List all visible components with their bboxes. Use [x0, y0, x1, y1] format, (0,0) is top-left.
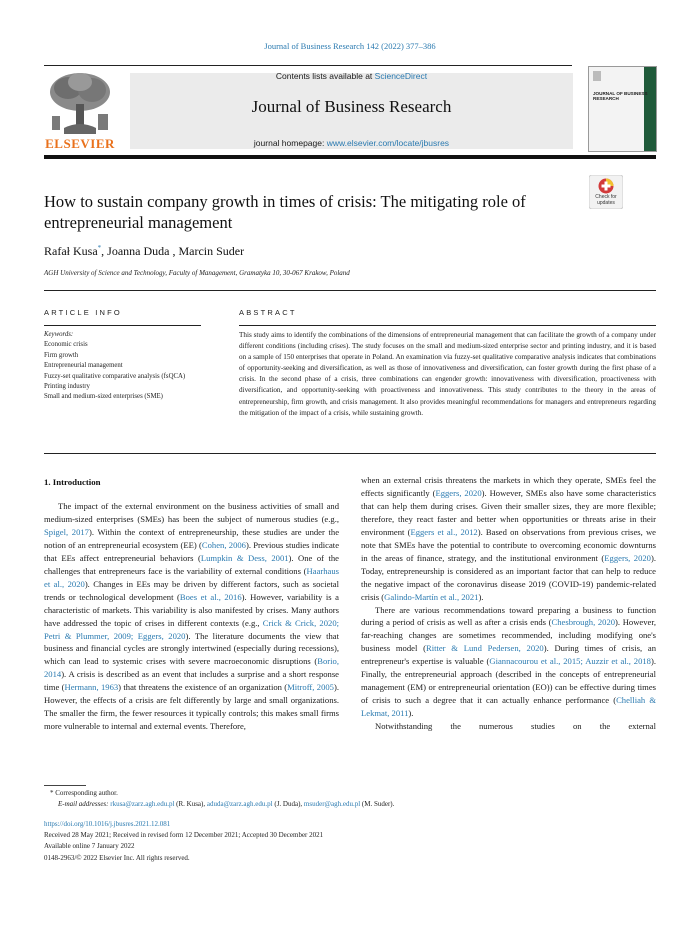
citation-link[interactable]: Lumpkin & Dess, 2001	[200, 552, 289, 563]
keyword: Entrepreneurial management	[44, 362, 123, 370]
paragraph-text: ).	[478, 591, 484, 602]
keyword: Firm growth	[44, 351, 79, 359]
corresponding-author-mark[interactable]: *	[97, 244, 102, 252]
journal-homepage-link[interactable]: www.elsevier.com/locate/jbusres	[326, 138, 450, 148]
sciencedirect-link[interactable]: ScienceDirect	[374, 71, 428, 81]
received-dates: Received 28 May 2021; Received in revised form 12 December 2021; Accepted 30 December 2021	[44, 831, 324, 840]
citation-link[interactable]: Spigel, 2017	[44, 526, 89, 537]
keywords-label: Keywords:	[44, 331, 74, 338]
article-info-rule	[44, 325, 201, 326]
abstract-rule	[239, 325, 656, 326]
paragraph	[361, 720, 656, 733]
contents-line	[130, 71, 573, 81]
paragraph-text: ). However, variability is a characteristic of markets. This variability is also manifested by crises. Many authors have addressed the topic of crises in different contexts (e.g.,	[44, 591, 339, 628]
keyword: Economic crisis	[44, 341, 88, 349]
elsevier-wordmark: ELSEVIER	[45, 136, 115, 151]
copyright: 0148-2963/© 2022 Elsevier Inc. All rights reserved.	[44, 853, 190, 862]
citation-link[interactable]: Eggers et al., 2012	[410, 526, 478, 537]
abstract-text: This study aims to identify the combinations of the dimensions of entrepreneurial management that can facilitate the growth of a company under different conditions (including crises). The study focuses on the small and medium-sized enterprise sector and printing industry, and it is based on a sample of 150 enterprises that operate in Poland. An examination via fuzzy-set qualitative comparative analysis indicates that combinations of opportunity-seeking and diversification, as well as those of innovativeness and diversification, can foster growth during the first phase of a crisis. In the second phase of a crisis, three combinations can engender growth: innovativeness with diversification, proactiveness with diversification, and opportunity-seeking with proactiveness and innovativeness. This study contributes to the theory in the areas of entrepreneurship, firm growth, and crisis management. It also provides meaningful recommendations for managers and entrepreneurs regarding the mitigation of the impact of a crisis, while sustaining growth.	[239, 331, 656, 417]
author-list	[44, 244, 244, 259]
footnote-rule	[44, 785, 86, 786]
other-authors: , Joanna Duda , Marcin Suder	[101, 244, 245, 258]
homepage-line	[130, 138, 573, 148]
citation-link[interactable]: Mitroff, 2005	[287, 682, 334, 693]
paragraph	[361, 604, 656, 721]
contents-prefix: Contents lists available at	[275, 71, 375, 81]
section-heading-introduction: 1. Introduction	[44, 477, 101, 487]
cover-emblem	[593, 71, 601, 81]
keyword: Fuzzy-set qualitative comparative analysis (fsQCA)	[44, 372, 186, 380]
body-column-left	[44, 500, 339, 733]
paragraph-text: ). Changes in EEs may be driven by different factors, such as societal trends or technological development (	[44, 578, 339, 602]
citation-link[interactable]: Ritter & Lund Pedersen, 2020	[425, 643, 544, 654]
citation-link[interactable]: Eggers, 2020	[604, 552, 651, 563]
citation-link[interactable]: Haarhaus et al., 2020	[44, 565, 339, 589]
abstract-bottom-rule	[44, 453, 656, 454]
paragraph-text: ) that threatens the existence of an organization (	[118, 682, 288, 693]
keyword: Printing industry	[44, 383, 90, 391]
paragraph-text: ).	[408, 708, 414, 719]
email-link-suder[interactable]: msuder@agh.edu.pl	[303, 800, 361, 809]
email-name-kusa: (R. Kusa),	[174, 800, 207, 809]
paragraph-text: ). Today, entrepreneurship is considered as an important factor that can help to reduce the negative impact of the coronavirus disease 2019 (COVID-19) pandemic-related crisis (	[361, 552, 656, 602]
journal-title: Journal of Business Research	[251, 97, 452, 116]
paragraph-text: ). However, SMEs also have some characteristics that can help them during crises. Given their smaller sizes, they are more flexible; therefore, they react faster and better when opportunities or threats arise in their environment (	[361, 487, 656, 537]
abstract-heading: ABSTRACT	[239, 308, 297, 317]
email-link-duda[interactable]: aduda@zarz.agh.edu.pl	[206, 800, 273, 809]
paragraph-text: ). However, far-reaching changes are sometimes recommended, including modifying one's business model (	[361, 617, 656, 654]
paragraph-text: The impact of the external environment on the business activities of small and medium-sized enterprises (SMEs) has been the subject of numerous studies (e.g.,	[44, 501, 339, 524]
paragraph	[361, 474, 656, 604]
title-rule	[44, 290, 656, 291]
citation-link[interactable]: Hermann, 1963	[64, 682, 119, 693]
keywords-block	[44, 330, 224, 403]
online-date: Available online 7 January 2022	[44, 842, 135, 851]
citation-link[interactable]: Cohen, 2006	[201, 539, 246, 550]
crossmark-label[interactable]: Check for updates	[595, 194, 617, 206]
paragraph-text: Notwithstanding the numerous studies on the external	[375, 721, 656, 732]
citation-link[interactable]: Crick & Crick, 2020; Petri & Plummer, 2009; Eggers, 2020	[44, 617, 340, 641]
citation-link[interactable]: Giannacourou et al., 2015; Auzzir et al., 2018	[489, 656, 651, 667]
article-info-heading: ARTICLE INFO	[44, 308, 122, 317]
cover-title: JOURNAL OF BUSINESS RESEARCH	[593, 91, 648, 101]
paragraph-text: ). However, the effects of a crisis are felt differently by large and small organizations. The smaller the firm, the fewer resources it typically controls; this makes small firms more vulnerable to internal and external events. Therefore,	[44, 682, 339, 732]
paragraph-text: There are various recommendations toward preparing a business to function during a period of crisis as well as after a crisis ends (	[361, 604, 656, 628]
article-footer	[44, 819, 656, 864]
journal-citation[interactable]: Journal of Business Research 142 (2022) 377–386	[264, 41, 436, 51]
citation-link[interactable]: Chesbrough, 2020	[551, 617, 616, 628]
citation-link[interactable]: Borio, 2014	[44, 656, 339, 680]
cover-strip	[644, 67, 656, 151]
paragraph-text: ). A crisis is described as an event that includes a surprise and a short response time (	[44, 669, 339, 693]
masthead-top-rule	[44, 65, 572, 66]
keyword: Small and medium-sized enterprises (SME)	[44, 393, 163, 401]
email-name-duda: (J. Duda),	[272, 800, 304, 809]
author-kusa: Rafał Kusa	[44, 244, 98, 258]
footnote-mark: *	[50, 789, 54, 797]
citation-link[interactable]: Chelliah & Lekmat, 2011	[361, 695, 656, 719]
paragraph-text: ). Based on observations from previous crises, we note that SMEs have the potential to contribute to overcoming economic downturns in the areas of finance, strategy, and the institutional environment (	[361, 526, 656, 563]
email-name-suder: (M. Suder).	[360, 800, 395, 809]
footnote	[44, 788, 656, 810]
paragraph-text: ). During times of crisis, an entrepreneur's expertise is valuable (	[361, 643, 656, 667]
citation-link[interactable]: Boes et al., 2016	[179, 591, 242, 602]
corresponding-note: Corresponding author.	[55, 789, 118, 797]
journal-cover-thumbnail[interactable]	[588, 66, 657, 152]
citation-link[interactable]: Eggers, 2020	[435, 487, 482, 498]
citation-link[interactable]: Galindo-Martín et al., 2021	[384, 591, 479, 602]
affiliation: AGH University of Science and Technology, Faculty of Management, Gramatyka 10, 30-067 Krakow, Poland	[44, 269, 350, 277]
paragraph-text: ). Finally, the entrepreneurial approach (described in the concepts of entrepreneurial management (EM) or entrepreneurial orientation (EO)) can be effective during times of crisis to such a degree that it can actually enhance performance (	[361, 656, 656, 706]
paragraph-text: when an external crisis threatens the markets in which they operate, SMEs feel the effects significantly (	[361, 475, 656, 498]
article-title: How to sustain company growth in times of crisis: The mitigating role of entrepreneurial management	[44, 192, 526, 232]
paragraph-text: ). The literature documents the view that business and financial cycles are strongly intertwined (especially during recessions), which can lead to systemic crises with severe macroeconomic disruptions (	[44, 630, 339, 667]
emails-label: E-mail addresses:	[58, 800, 111, 809]
paragraph	[44, 500, 339, 733]
body-column-right	[361, 474, 656, 733]
paragraph-text: ). One of the challenges that entrepreneurs face is the variability of external conditions (	[44, 552, 339, 576]
paragraph-text: ). Previous studies indicate that EEs affect entrepreneurial behaviors (	[44, 539, 340, 563]
doi-link[interactable]: https://doi.org/10.1016/j.jbusres.2021.12.081	[44, 820, 171, 828]
paragraph-text: ). Within the context of entrepreneurship, these studies are under the notion of an entrepreneurial ecosystem (EE) (	[44, 526, 340, 550]
email-link-kusa[interactable]: rkusa@zarz.agh.edu.pl	[110, 800, 175, 809]
homepage-prefix: journal homepage:	[253, 138, 327, 148]
masthead-bottom-rule	[44, 155, 656, 159]
